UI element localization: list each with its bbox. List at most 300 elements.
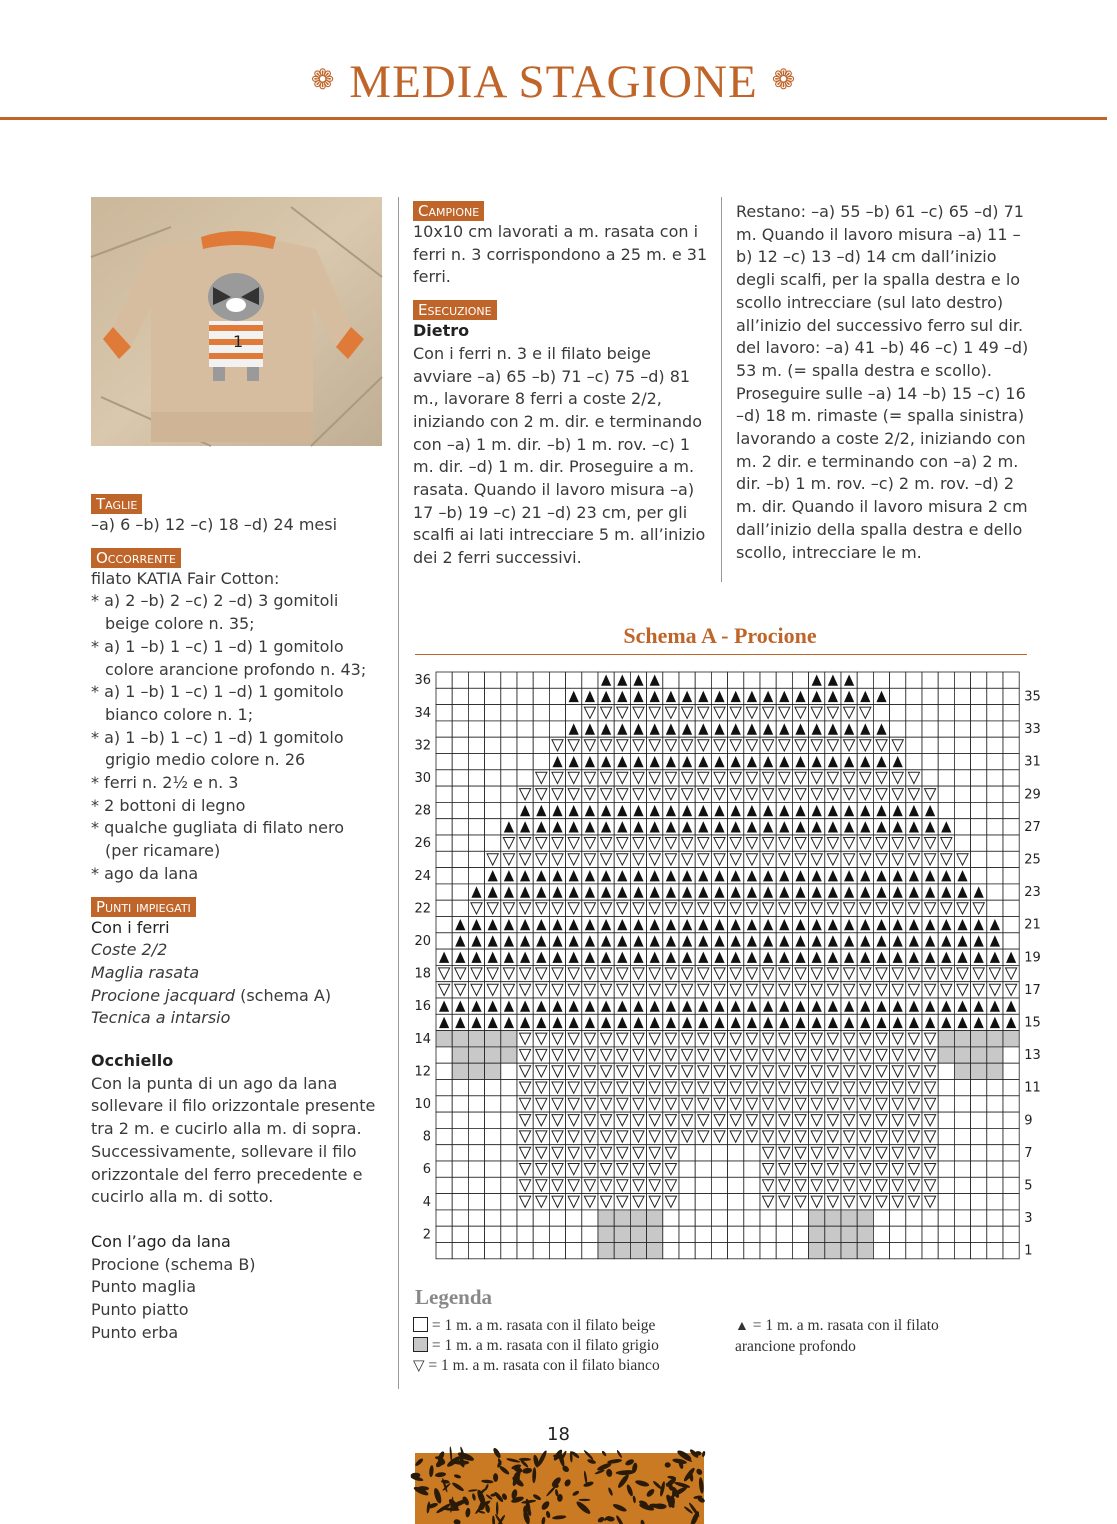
chart-row-label-right: 13	[1024, 1048, 1041, 1064]
chart-cell	[436, 688, 452, 704]
chart-cell	[711, 1161, 727, 1177]
chart-cell	[533, 737, 549, 753]
chart-cell	[954, 1063, 970, 1079]
chart-cell	[614, 1243, 630, 1259]
chart-cell	[1003, 770, 1019, 786]
left-column	[91, 494, 381, 1345]
chart-cell	[501, 770, 517, 786]
occorrente-item: * a) 1 –b) 1 –c) 1 –d) 1 gomitolo colore arancione profondo n. 43;	[91, 636, 367, 679]
chart-cell	[857, 672, 873, 688]
chart-cell	[468, 737, 484, 753]
chart-cell	[679, 1177, 695, 1193]
chart-cell	[971, 835, 987, 851]
chart-cell	[971, 672, 987, 688]
ago-item: Procione (schema B)	[91, 1254, 256, 1274]
chart-cell	[436, 900, 452, 916]
chart-cell	[728, 1194, 744, 1210]
chart-cell	[938, 1145, 954, 1161]
chart-cell	[468, 868, 484, 884]
chart-cell	[679, 1226, 695, 1242]
chart-cell	[452, 1063, 468, 1079]
chart-cell	[938, 1080, 954, 1096]
chart-cell	[452, 1080, 468, 1096]
chart-cell	[647, 1226, 663, 1242]
chart-cell	[663, 1210, 679, 1226]
chart-cell	[954, 1145, 970, 1161]
chart-cell	[485, 770, 501, 786]
chart-cell	[938, 721, 954, 737]
chart-row-label-right: 5	[1024, 1178, 1033, 1194]
chart-cell	[614, 1210, 630, 1226]
chart-cell	[1003, 1128, 1019, 1144]
chart-cell	[711, 1177, 727, 1193]
chart-cell	[987, 1145, 1003, 1161]
chart-cell	[938, 770, 954, 786]
chart-cell	[938, 705, 954, 721]
chart-cell	[663, 672, 679, 688]
chart-cell	[873, 1243, 889, 1259]
chart-cell	[485, 1112, 501, 1128]
chart-row-label-right: 17	[1024, 982, 1041, 998]
chart-cell	[971, 754, 987, 770]
legend-grigio: = 1 m. a m. rasata con il filato grigio	[413, 1336, 659, 1356]
chart-cell	[1003, 737, 1019, 753]
chart-cell	[485, 754, 501, 770]
chart-cell	[954, 1112, 970, 1128]
chart-cell	[517, 737, 533, 753]
chart-cell	[695, 1243, 711, 1259]
chart-cell	[1003, 1194, 1019, 1210]
chart-cell	[501, 1194, 517, 1210]
chart-row-label-left: 30	[414, 771, 431, 787]
chart-cell	[971, 1063, 987, 1079]
chart-cell	[582, 1226, 598, 1242]
chart-cell	[954, 770, 970, 786]
chart-cell	[728, 1177, 744, 1193]
chart-cell	[954, 737, 970, 753]
chart-cell	[598, 1210, 614, 1226]
chart-cell	[436, 672, 452, 688]
chart-cell	[987, 754, 1003, 770]
chart-cell	[436, 1063, 452, 1079]
chart-cell	[954, 1226, 970, 1242]
chart-cell	[533, 754, 549, 770]
chart-cell	[436, 754, 452, 770]
chart-cell	[760, 672, 776, 688]
chart-cell	[468, 1226, 484, 1242]
chart-row-label-left: 22	[414, 901, 431, 917]
chart-cell	[452, 737, 468, 753]
chart-cell	[549, 705, 565, 721]
chart-cell	[485, 819, 501, 835]
chart-cell	[954, 1096, 970, 1112]
chart-cell	[792, 1226, 808, 1242]
chart-cell	[954, 1080, 970, 1096]
chart-cell	[647, 1243, 663, 1259]
chart-cell	[468, 1145, 484, 1161]
chart-cell	[954, 802, 970, 818]
chart-cell	[938, 672, 954, 688]
chart-cell	[938, 1161, 954, 1177]
chart-cell	[452, 900, 468, 916]
chart-cell	[906, 705, 922, 721]
chart-cell	[485, 835, 501, 851]
chart-cell	[1003, 884, 1019, 900]
chart-cell	[954, 1031, 970, 1047]
chart-row-label-right: 25	[1024, 852, 1041, 868]
chart-cell	[1003, 819, 1019, 835]
chart-cell	[501, 705, 517, 721]
chart-cell	[987, 835, 1003, 851]
chart-cell	[971, 1226, 987, 1242]
sweater-photo	[91, 197, 382, 446]
chart-cell	[711, 1194, 727, 1210]
chart-cell	[549, 1226, 565, 1242]
chart-cell	[954, 705, 970, 721]
chart-cell	[809, 1210, 825, 1226]
chart-cell	[987, 705, 1003, 721]
chart-cell	[1003, 705, 1019, 721]
chart-cell	[452, 802, 468, 818]
chart-cell	[468, 1096, 484, 1112]
chart-cell	[679, 1243, 695, 1259]
chart-row-label-left: 16	[414, 999, 431, 1015]
chart-cell	[922, 688, 938, 704]
legend-title: Legenda	[415, 1285, 493, 1309]
chart-cell	[890, 1226, 906, 1242]
chart-cell	[501, 1096, 517, 1112]
chart-cell	[776, 1210, 792, 1226]
chart-cell	[452, 1145, 468, 1161]
chart-cell	[485, 1031, 501, 1047]
chart-cell	[566, 1210, 582, 1226]
chart-row-label-left: 20	[414, 934, 431, 950]
chart-row-label-left: 10	[414, 1097, 431, 1113]
chart-row-label-right: 3	[1024, 1211, 1033, 1227]
chart-cell	[987, 1226, 1003, 1242]
occorrente-item: * a) 2 –b) 2 –c) 2 –d) 3 gomitoli beige colore n. 35;	[91, 591, 339, 634]
chart-cell	[857, 1210, 873, 1226]
chart-cell	[744, 1177, 760, 1193]
chart-cell	[501, 754, 517, 770]
chart-cell	[728, 1210, 744, 1226]
chart-cell	[906, 1210, 922, 1226]
chart-cell	[582, 672, 598, 688]
chart-cell	[971, 1080, 987, 1096]
chart-cell	[517, 705, 533, 721]
chart-cell	[938, 1063, 954, 1079]
chart-cell	[549, 1243, 565, 1259]
chart-row-label-right: 33	[1024, 722, 1041, 738]
chart-cell	[825, 1210, 841, 1226]
chart-cell	[452, 705, 468, 721]
chart-cell	[582, 1210, 598, 1226]
chart-cell	[728, 672, 744, 688]
chart-cell	[954, 835, 970, 851]
chart-cell	[987, 900, 1003, 916]
chart-cell	[873, 705, 889, 721]
chart-cell	[533, 1243, 549, 1259]
legend-bianco: ▽ = 1 m. a m. rasata con il filato bianco	[413, 1357, 660, 1374]
chart-cell	[954, 1128, 970, 1144]
chart-row-label-right: 31	[1024, 754, 1041, 770]
chart-cell	[971, 1177, 987, 1193]
chart-cell	[841, 1210, 857, 1226]
chart-row-label-left: 8	[422, 1129, 431, 1145]
chart-cell	[922, 1243, 938, 1259]
chart-cell	[436, 705, 452, 721]
punto-item: Tecnica a intarsio	[91, 1008, 231, 1028]
esecuzione-text: Con i ferri n. 3 e il filato beige avviare –a) 65 –b) 71 –c) 75 –d) 81 m., lavorare 8 ferri a coste 2/2, iniziando con 2 m. dir. e terminando con –a) 1 m. dir. –b) 1 m. rov. –c) 1 m. dir. –d) 1 m. dir. Proseguire a m. rasata. Quando il lavoro misura –a) 17 –b) 19 –c) 21 –d) 23 cm, per gli scalfi ai lati intrecciare 5 m. all’inizio dei 2 ferri successivi.	[413, 343, 706, 568]
chart-cell	[436, 737, 452, 753]
chart-cell	[452, 1177, 468, 1193]
chart-cell	[468, 721, 484, 737]
occorrente-item: * a) 1 –b) 1 –c) 1 –d) 1 gomitolo grigio medio colore n. 26	[91, 727, 344, 770]
chart-cell	[533, 672, 549, 688]
chart-cell	[663, 1243, 679, 1259]
chart-cell	[938, 1047, 954, 1063]
chart-cell	[468, 786, 484, 802]
knitting-chart	[410, 668, 1041, 1268]
chart-cell	[468, 851, 484, 867]
chart-cell	[906, 1226, 922, 1242]
chart-cell	[695, 1177, 711, 1193]
chart-cell	[436, 770, 452, 786]
chart-cell	[485, 737, 501, 753]
chart-cell	[938, 688, 954, 704]
chart-cell	[954, 1210, 970, 1226]
grey-square-icon	[413, 1337, 428, 1352]
chart-cell	[468, 1177, 484, 1193]
chart-cell	[436, 884, 452, 900]
chart-cell	[485, 1096, 501, 1112]
chart-cell	[695, 672, 711, 688]
chart-cell	[630, 1210, 646, 1226]
chart-row-label-right: 35	[1024, 689, 1041, 705]
chart-cell	[711, 672, 727, 688]
chart-cell	[501, 1177, 517, 1193]
chart-cell	[452, 868, 468, 884]
chart-cell	[533, 721, 549, 737]
chart-cell	[938, 1243, 954, 1259]
chart-cell	[517, 1243, 533, 1259]
chart-cell	[468, 1210, 484, 1226]
chart-cell	[598, 1243, 614, 1259]
ago-item: Punto erba	[91, 1322, 179, 1342]
chart-cell	[890, 1243, 906, 1259]
chart-cell	[468, 1243, 484, 1259]
chart-cell	[873, 672, 889, 688]
chart-cell	[468, 835, 484, 851]
chart-cell	[971, 705, 987, 721]
chart-cell	[938, 786, 954, 802]
chart-cell	[1003, 1243, 1019, 1259]
chart-cell	[728, 1145, 744, 1161]
chart-row-label-right: 1	[1024, 1243, 1033, 1259]
chart-cell	[549, 672, 565, 688]
chart-cell	[452, 819, 468, 835]
chart-cell	[452, 1031, 468, 1047]
chart-cell	[922, 754, 938, 770]
chart-cell	[501, 1047, 517, 1063]
chart-cell	[971, 1161, 987, 1177]
punto-item: Coste 2/2	[91, 940, 168, 960]
texture-mark	[496, 1502, 498, 1516]
chart-cell	[987, 1096, 1003, 1112]
chart-cell	[517, 672, 533, 688]
chart-cell	[938, 737, 954, 753]
chart-cell	[922, 672, 938, 688]
chart-cell	[954, 1194, 970, 1210]
chart-cell	[1003, 1177, 1019, 1193]
flower-ornament-icon: ❁	[310, 65, 336, 97]
chart-cell	[938, 754, 954, 770]
chart-cell	[452, 1047, 468, 1063]
chart-cell	[760, 1210, 776, 1226]
chart-cell	[468, 802, 484, 818]
punto-item: Procione jacquard (schema A)	[91, 985, 332, 1005]
chart-cell	[647, 1210, 663, 1226]
chart-cell	[971, 868, 987, 884]
chart-cell	[1003, 835, 1019, 851]
chart-cell	[468, 1047, 484, 1063]
chart-cell	[468, 1161, 484, 1177]
taglie-label: Taglie	[91, 494, 142, 514]
ferri-heading: Con i ferri	[91, 917, 170, 937]
chart-cell	[436, 819, 452, 835]
occorrente-item: * qualche gugliata di filato nero (per ricamare)	[91, 818, 344, 861]
chart-cell	[501, 721, 517, 737]
chart-cell	[987, 688, 1003, 704]
chart-row-label-left: 12	[414, 1064, 431, 1080]
chart-cell	[452, 1112, 468, 1128]
chart-cell	[938, 1177, 954, 1193]
chart-row-label-left: 34	[414, 705, 431, 721]
chart-cell	[938, 1096, 954, 1112]
chart-cell	[452, 1194, 468, 1210]
chart-cell	[452, 786, 468, 802]
chart-row-label-left: 32	[414, 738, 431, 754]
chart-cell	[1003, 802, 1019, 818]
chart-cell	[485, 705, 501, 721]
chart-cell	[501, 1031, 517, 1047]
chart-cell	[468, 705, 484, 721]
chart-cell	[468, 819, 484, 835]
chart-cell	[436, 933, 452, 949]
chart-cell	[922, 705, 938, 721]
chart-cell	[1003, 754, 1019, 770]
chart-cell	[744, 1194, 760, 1210]
chart-cell	[1003, 917, 1019, 933]
chart-cell	[436, 851, 452, 867]
chart-cell	[1003, 1047, 1019, 1063]
chart-cell	[566, 1243, 582, 1259]
chart-cell	[987, 1063, 1003, 1079]
chart-row-label-left: 2	[422, 1227, 431, 1243]
chart-cell	[857, 1243, 873, 1259]
chart-cell	[1003, 1112, 1019, 1128]
chart-cell	[501, 1112, 517, 1128]
chart-cell	[679, 1210, 695, 1226]
chart-cell	[954, 1177, 970, 1193]
campione-text: 10x10 cm lavorati a m. rasata con i ferri n. 3 corrispondono a 25 m. e 31 ferri.	[413, 222, 708, 287]
chart-cell	[436, 1047, 452, 1063]
chart-cell	[436, 1080, 452, 1096]
chart-cell	[987, 802, 1003, 818]
chart-cell	[501, 802, 517, 818]
column-divider	[721, 197, 722, 582]
chart-cell	[468, 1063, 484, 1079]
chart-cell	[452, 1161, 468, 1177]
chart-cell	[533, 1210, 549, 1226]
chart-cell	[954, 786, 970, 802]
chart-cell	[436, 1096, 452, 1112]
chart-cell	[517, 770, 533, 786]
chart-cell	[873, 1226, 889, 1242]
chart-cell	[971, 1112, 987, 1128]
texture-mark	[579, 1499, 591, 1501]
chart-row-label-left: 6	[422, 1162, 431, 1178]
beige-square-icon	[413, 1317, 428, 1332]
chart-cell	[744, 1210, 760, 1226]
chart-cell	[533, 688, 549, 704]
chart-cell	[1003, 1063, 1019, 1079]
chart-cell	[485, 1243, 501, 1259]
svg-text:1: 1	[233, 332, 244, 351]
chart-cell	[971, 737, 987, 753]
chart-cell	[485, 688, 501, 704]
chart-cell	[954, 819, 970, 835]
chart-cell	[776, 1226, 792, 1242]
chart-cell	[971, 1194, 987, 1210]
chart-cell	[971, 819, 987, 835]
chart-cell	[1003, 868, 1019, 884]
chart-cell	[987, 868, 1003, 884]
chart-row-label-right: 15	[1024, 1015, 1041, 1031]
chart-cell	[922, 1210, 938, 1226]
chart-cell	[776, 672, 792, 688]
chart-cell	[987, 786, 1003, 802]
chart-cell	[728, 1161, 744, 1177]
chart-cell	[501, 1128, 517, 1144]
chart-cell	[922, 1226, 938, 1242]
chart-cell	[938, 1031, 954, 1047]
chart-cell	[485, 1145, 501, 1161]
punto-item: Maglia rasata	[91, 962, 200, 982]
chart-cell	[792, 1243, 808, 1259]
chart-cell	[436, 1243, 452, 1259]
chart-cell	[1003, 1096, 1019, 1112]
chart-cell	[744, 1243, 760, 1259]
chart-cell	[452, 1226, 468, 1242]
chart-cell	[744, 1226, 760, 1242]
chart-cell	[485, 1161, 501, 1177]
legend-arancione: ▲ = 1 m. a m. rasata con il filato arancione profondo	[735, 1317, 939, 1355]
chart-cell	[922, 721, 938, 737]
chart-cell	[711, 1243, 727, 1259]
chart-cell	[501, 1226, 517, 1242]
chart-row-label-right: 29	[1024, 787, 1041, 803]
chart-cell	[760, 1226, 776, 1242]
chart-title: Schema A - Procione	[623, 623, 817, 648]
chart-cell	[549, 1210, 565, 1226]
chart-cell	[1003, 721, 1019, 737]
chart-cell	[987, 737, 1003, 753]
chart-cell	[971, 1047, 987, 1063]
chart-cell	[825, 1243, 841, 1259]
chart-row-label-right: 9	[1024, 1113, 1033, 1129]
chart-cell	[501, 737, 517, 753]
